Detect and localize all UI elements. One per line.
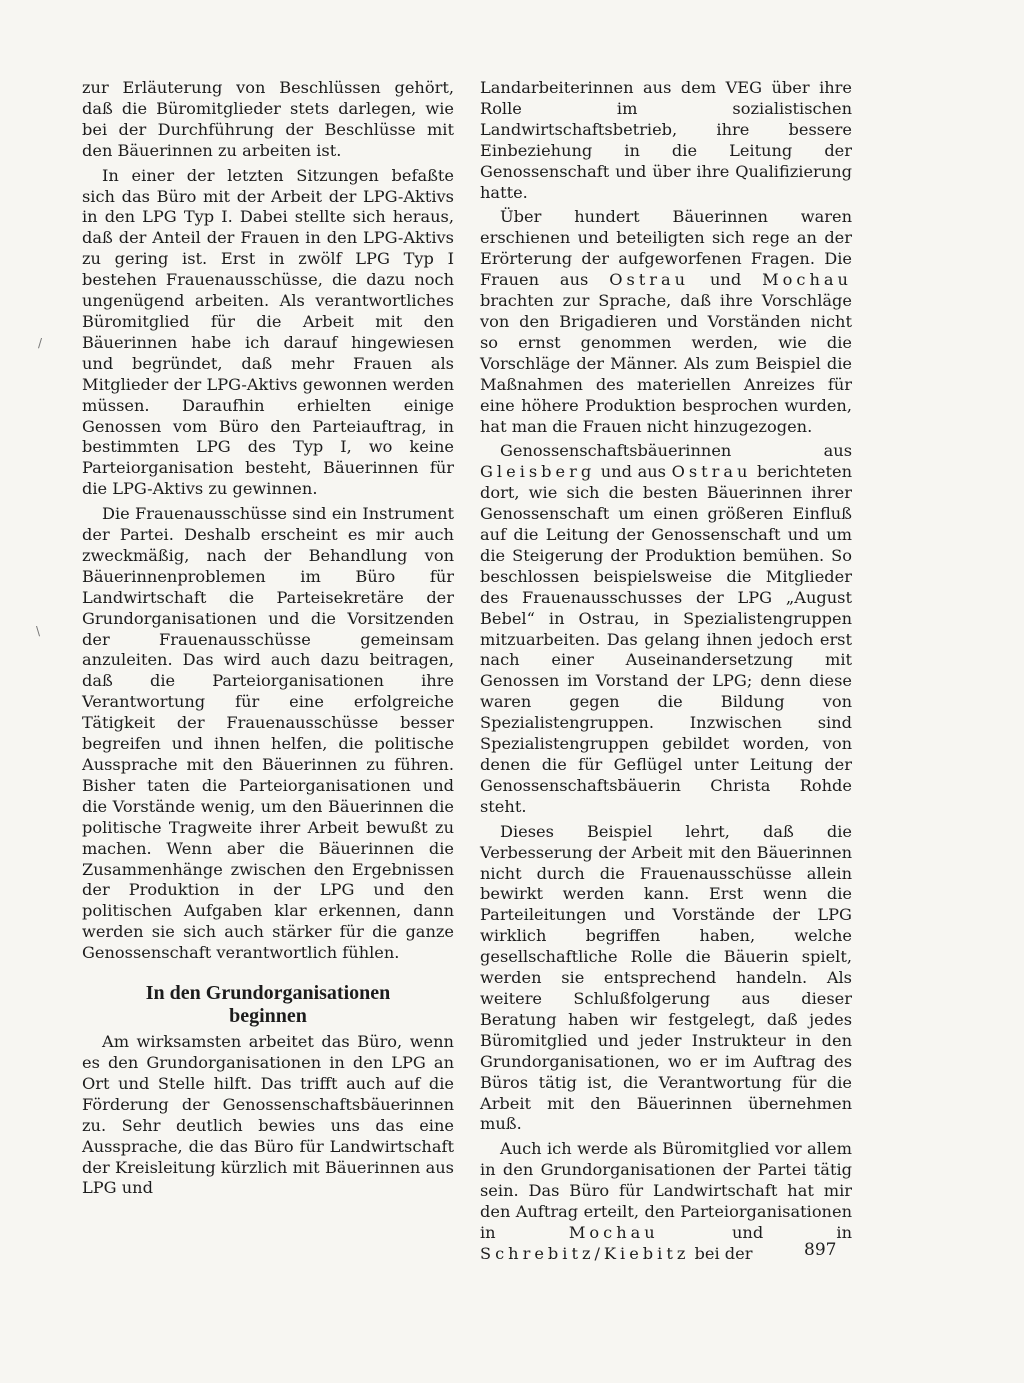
paragraph [480,1139,852,1264]
place-name: Mochau [568,1222,659,1242]
paragraph: Die Frauenausschüsse sind ein Instrument der Partei. Deshalb erscheint es mir auch zweckmäßig, nach der Behandlung von Bäuerinnenproblemen im Büro für Landwirtschaft die Parteisekretäre der Grundorganisationen und die Vorsitzenden der Frauenausschüsse gemeinsam anzuleiten. Das wird auch dazu beitragen, daß die Parteiorganisationen ihre Verantwortung für eine erfolgreiche Tätigkeit der Frauenausschüsse besser begreifen und ihnen helfen, die politische Aussprache mit den Bäuerinnen zu führen. Bisher taten die Parteiorganisationen und die Vorstände wenig, um den Bäuerinnen die politische Tragweite ihrer Arbeit bewußt zu machen. Wenn aber die Bäuerinnen die Zusammenhänge zwischen den Ergebnissen der Produktion in der LPG und den politischen Aufgaben klar erkennen, dann werden sie sich auch stärker für die ganze Genossenschaft verantwortlich fühlen. [82,504,454,963]
scan-speck: \ [36,624,41,638]
place-name: Schrebitz/Kiebitz [480,1243,690,1263]
paragraph [480,441,852,817]
text-run: und aus [595,462,672,482]
text-run: bei der [689,1243,753,1263]
right-column [480,78,852,1265]
text-run: Genossenschaftsbäuerinnen aus [500,441,852,461]
section-heading-line: In den Grundorganisationen [145,982,391,1005]
paragraph: Am wirksamsten arbeitet das Büro, wenn es den Grundorganisationen in den LPG an Ort und Stelle hilft. Das trifft auch auf die Förderung der Genossenschaftsbäuerinnen zu. Sehr deutlich bewies uns das eine Aussprache, die das Büro für Landwirtschaft der Kreisleitung kürzlich mit Bäuerinnen aus LPG und [82,1032,454,1198]
place-name: Gleisberg [480,462,596,482]
text-run: und in [658,1222,853,1242]
text-run: Über hundert Bäuerinnen waren erschienen und beteiligten sich rege an der Erörterung der aufgeworfenen Fragen. Die Frauen aus [480,207,852,290]
paragraph [480,207,852,437]
paragraph: In einer der letzten Sitzungen befaßte sich das Büro mit der Arbeit der LPG-Aktivs in den LPG Typ I. Dabei stellte sich heraus, daß der Anteil der Frauen in den LPG-Aktivs zu gering ist. Erst in zwölf LPG Typ I bestehen Frauenausschüsse, die dazu noch ungenügend arbeiten. Als verantwortliches Büromitglied für die Arbeit mit den Bäuerinnen habe ich darauf hingewiesen und begründet, daß mehr Frauen als Mitglieder der LPG-Aktivs gewonnen werden müssen. Daraufhin erhielten einige Genossen vom Büro den Parteiauftrag, in bestimmten LPG des Typ I, wo keine Parteiorganisation besteht, Bäuerinnen für die LPG-Aktivs zu gewinnen. [82,165,454,499]
paragraph: Dieses Beispiel lehrt, daß die Verbesserung der Arbeit mit den Bäuerinnen nicht durch die Frauenausschüsse allein bewirkt werden kann. Erst wenn die Parteileitungen und Vorstände der LPG wirklich begriffen haben, welche gesellschaftliche Rolle die Bäuerin spielt, werden sie entsprechend handeln. Als weitere Schlußfolgerung aus dieser Beratung haben wir festgelegt, daß jedes Büromitglied und jeder Instrukteur in den Grundorganisationen, wo er im Auftrag des Büros tätig ist, die Verantwortung für die Arbeit mit den Bäuerinnen übernehmen muß. [480,821,852,1134]
page-number: 897 [804,1240,837,1260]
text-run: und [689,270,763,290]
scan-speck: / [38,336,43,350]
text-run: berichteten dort, wie sich die besten Bäuerinnen ihrer Genossenschaft um einen größeren Einfluß auf die Leitung der Genossenschaft und um die Steigerung der Produktion bemühen. So beschlossen beispielsweise die Mitglieder des Frauenausschusses der LPG „August Bebel“ in Ostrau, in Spezialistengruppen mitzuarbeiten. Das gelang ihnen jedoch erst nach einer Auseinandersetzung mit Genossen im Vorstand der LPG; denn diese waren gegen die Bildung von Spezialistengruppen. Inzwischen sind Spezialistengruppen gebildet worden, von denen die für Geflügel unter Leitung der Genossenschaftsbäuerin Christa Rohde steht. [480,462,852,816]
paragraph: zur Erläuterung von Beschlüssen gehört, daß die Büromitglieder stets darlegen, wie bei der Durchführung der Beschlüsse mit den Bäuerinnen zu arbeiten ist. [82,78,454,160]
place-name: Ostrau [609,270,690,290]
text-run: brachten zur Sprache, daß ihre Vorschläge von den Brigadieren und Vorständen nicht so ernst genommen werden, wie die Vorschläge der Männer. Als zum Beispiel die Maßnahmen des materiellen Anreizes für eine höhere Produktion besprochen wurden, hat man die Frauen nicht hinzugezogen. [480,291,852,436]
place-name: Mochau [762,270,852,290]
text-run: Auch ich werde als Büromitglied vor allem in den Grundorganisationen der Partei tätig sein. Das Büro für Landwirtschaft hat mir den Auftrag erteilt, den Parteiorganisationen in [480,1139,852,1242]
section-heading [82,982,454,1028]
section-heading-line: beginnen [229,1005,307,1028]
place-name: Ostrau [671,462,752,482]
left-column [82,78,454,1199]
paragraph: Landarbeiterinnen aus dem VEG über ihre Rolle im sozialistischen Landwirtschaftsbetrieb, ihre bessere Einbeziehung in die Leitung der Genossenschaft und über ihre Qualifizierung hatte. [480,78,852,202]
